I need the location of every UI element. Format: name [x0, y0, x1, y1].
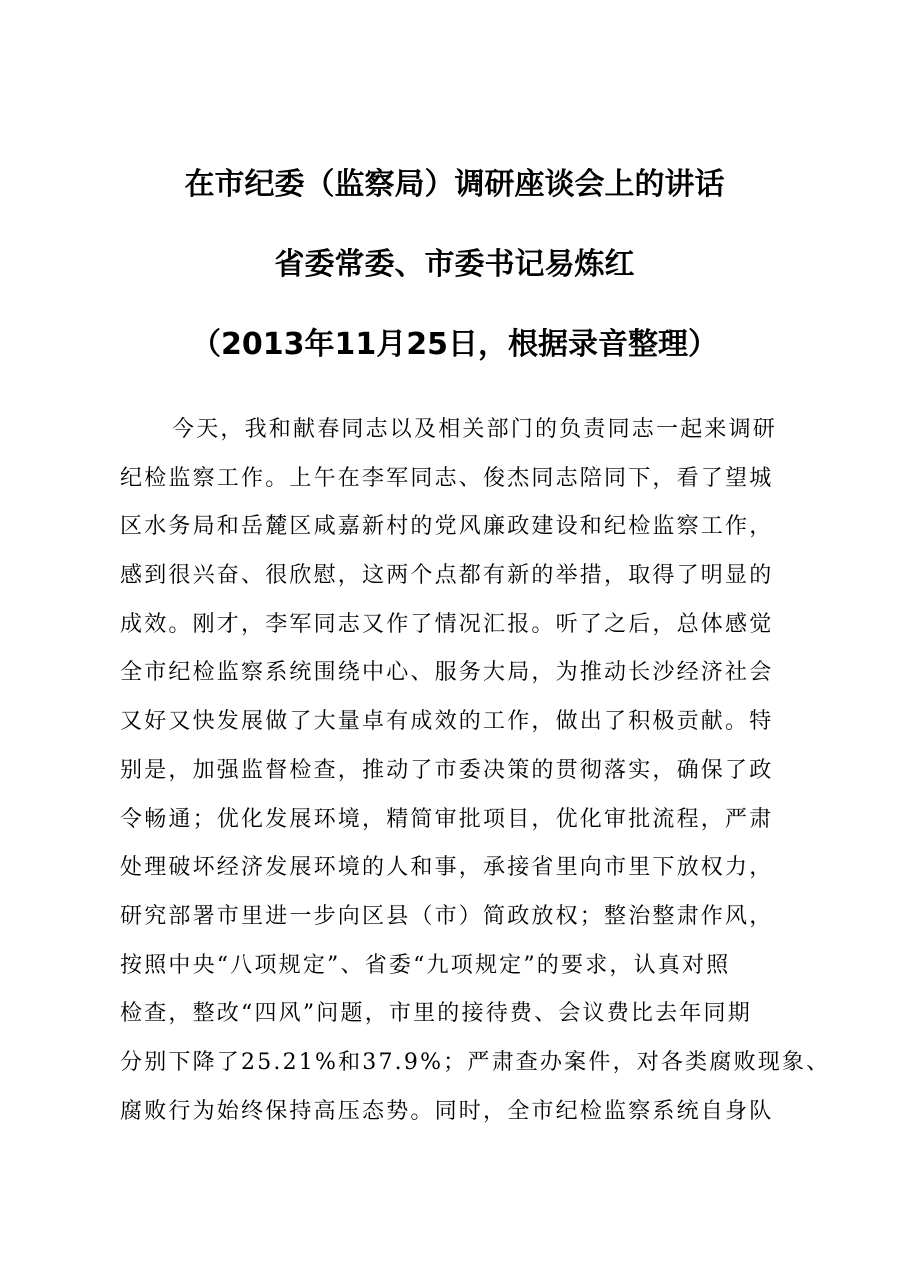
- body-line: 又好又快发展做了大量卓有成效的工作，做出了积极贡献。特: [120, 709, 774, 735]
- body-paragraph: [120, 406, 831, 1136]
- body-line: 成效。刚才，李军同志又作了情况汇报。听了之后，总体感觉: [120, 611, 774, 637]
- document-dateline: （2013年11月25日，根据录音整理）: [191, 327, 718, 362]
- document-title: 在市纪委（监察局）调研座谈会上的讲话: [184, 167, 725, 202]
- body-line: 分别下降了25.21%和37.9%；严肃查办案件，对各类腐败现象、: [120, 1049, 831, 1075]
- body-line: 区水务局和岳麓区咸嘉新村的党风廉政建设和纪检监察工作，: [120, 514, 774, 540]
- document-author: 省委常委、市委书记易炼红: [274, 247, 635, 282]
- body-line: 令畅通；优化发展环境，精简审批项目，优化审批流程，严肃: [120, 806, 774, 832]
- body-line: 今天，我和献春同志以及相关部门的负责同志一起来调研: [172, 417, 778, 442]
- body-line: 按照中央“八项规定”、省委“九项规定”的要求，认真对照: [120, 952, 731, 978]
- body-line: 腐败行为始终保持高压态势。同时，全市纪检监察系统自身队: [120, 1098, 774, 1124]
- body-line: 纪检监察工作。上午在李军同志、俊杰同志陪同下，看了望城: [120, 465, 774, 491]
- body-line: 全市纪检监察系统围绕中心、服务大局，为推动长沙经济社会: [120, 660, 774, 686]
- body-line: 别是，加强监督检查，推动了市委决策的贯彻落实，确保了政: [120, 757, 774, 783]
- body-line: 感到很兴奋、很欣慰，这两个点都有新的举措，取得了明显的: [120, 563, 774, 589]
- body-line: 研究部署市里进一步向区县（市）简政放权；整治整肃作风，: [120, 903, 774, 929]
- body-line: 检查，整改“四风”问题，市里的接待费、会议费比去年同期: [120, 1001, 752, 1027]
- body-line: 处理破坏经济发展环境的人和事，承接省里向市里下放权力，: [120, 855, 774, 881]
